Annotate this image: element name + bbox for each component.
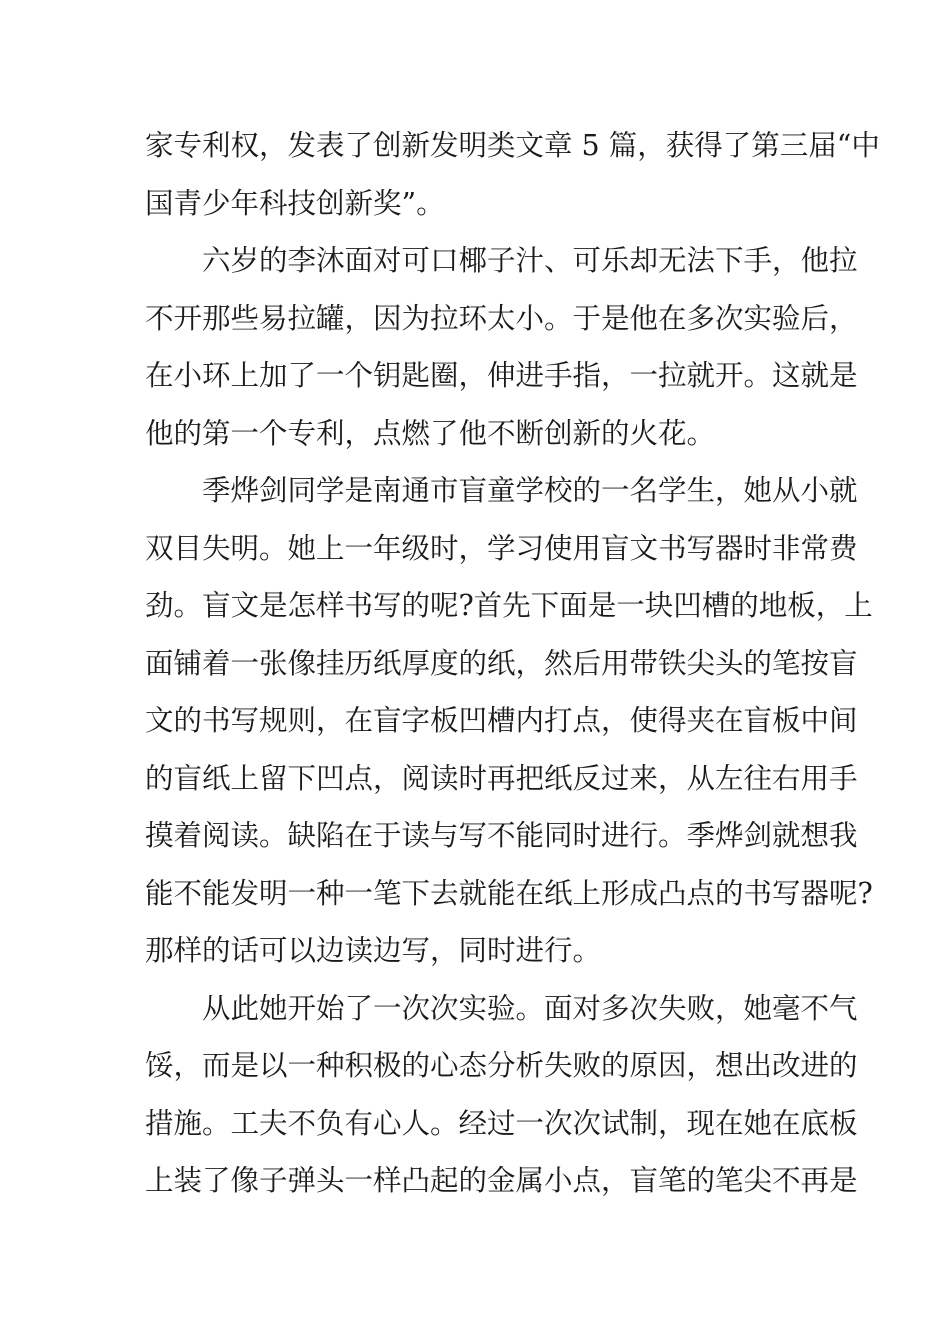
text-line: 的盲纸上留下凹点，阅读时再把纸反过来，从左往右用手 <box>145 761 858 795</box>
text-line: 上装了像子弹头一样凸起的金属小点，盲笔的笔尖不再是 <box>145 1164 858 1197</box>
text-line: 摸着阅读。缺陷在于读与写不能同时进行。季烨剑就想我 <box>145 819 858 852</box>
text-line: 文的书写规则，在盲字板凹槽内打点，使得夹在盲板中间 <box>145 704 858 737</box>
body-text <box>145 117 880 1210</box>
text-line: 在小环上加了一个钥匙圈，伸进手指，一拉就开。这就是 <box>145 359 858 392</box>
text-line: 不开那些易拉罐，因为拉环太小。于是他在多次实验后， <box>145 301 858 335</box>
text-line: 季烨剑同学是南通市盲童学校的一名学生，她从小就 <box>202 474 858 507</box>
text-line: 双目失明。她上一年级时，学习使用盲文书写器时非常费 <box>145 531 858 565</box>
text-line: 六岁的李沐面对可口椰子汁、可乐却无法下手，他拉 <box>202 244 858 277</box>
text-line: 馁，而是以一种积极的心态分析失败的原因，想出改进的 <box>145 1049 858 1082</box>
text-line: 那样的话可以边读边写，同时进行。 <box>145 934 602 967</box>
text-line: 面铺着一张像挂历纸厚度的纸，然后用带铁尖头的笔按盲 <box>145 646 858 680</box>
text-line: 劲。盲文是怎样书写的呢?首先下面是一块凹槽的地板，上 <box>145 589 873 622</box>
text-line: 国青少年科技创新奖”。 <box>145 186 445 220</box>
text-line: 他的第一个专利，点燃了他不断创新的火花。 <box>145 416 716 450</box>
text-line: 措施。工夫不负有心人。经过一次次试制，现在她在底板 <box>145 1106 858 1140</box>
text-line: 能不能发明一种一笔下去就能在纸上形成凸点的书写器呢? <box>145 876 873 910</box>
text-line: 从此她开始了一次次实验。面对多次失败，她毫不气 <box>202 991 858 1025</box>
text-line: 家专利权，发表了创新发明类文章 5 篇，获得了第三届“中 <box>145 129 880 162</box>
